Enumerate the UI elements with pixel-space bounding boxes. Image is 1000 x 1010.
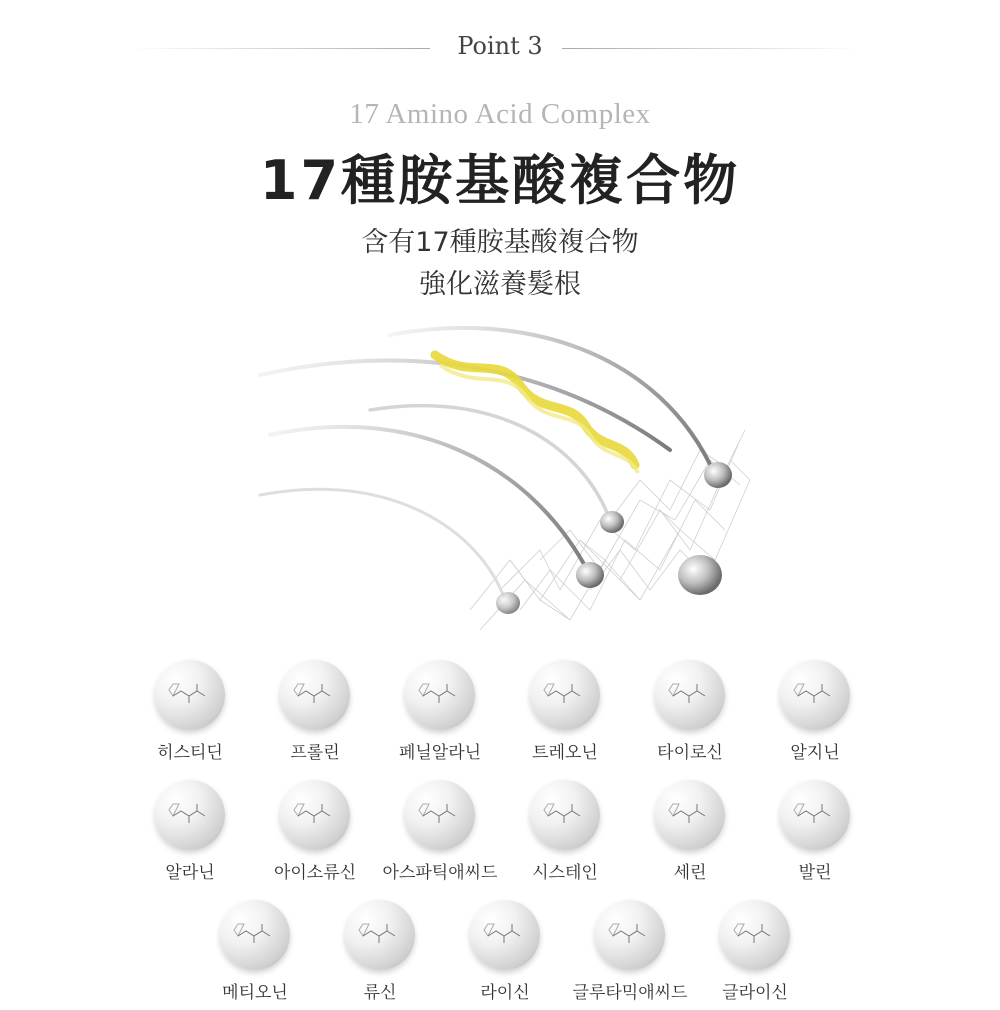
amino-acid-name: 메티오닌 bbox=[222, 983, 288, 1003]
divider-left bbox=[130, 48, 430, 49]
tyrosine-molecule-icon bbox=[655, 660, 725, 730]
amino-acid-item bbox=[745, 780, 885, 890]
amino-acid-item bbox=[685, 900, 825, 1010]
amino-acid-item bbox=[560, 900, 700, 1010]
amino-acid-name: 프롤린 bbox=[290, 743, 340, 763]
threonine-molecule-icon bbox=[530, 660, 600, 730]
description-line-2: 強化滋養髮根 bbox=[419, 269, 581, 300]
histidine-molecule-icon bbox=[155, 660, 225, 730]
arginine-molecule-icon bbox=[780, 660, 850, 730]
divider-right bbox=[562, 48, 862, 49]
leucine-molecule-icon bbox=[345, 900, 415, 970]
amino-acid-item bbox=[745, 660, 885, 770]
valine-molecule-icon bbox=[780, 780, 850, 850]
amino-acid-name: 페닐알라닌 bbox=[398, 743, 482, 763]
english-subtitle: 17 Amino Acid Complex bbox=[349, 98, 651, 130]
amino-acid-item bbox=[120, 780, 260, 890]
cysteine-molecule-icon bbox=[530, 780, 600, 850]
alanine-molecule-icon bbox=[155, 780, 225, 850]
amino-acid-name: 세린 bbox=[673, 863, 707, 883]
methionine-molecule-icon bbox=[220, 900, 290, 970]
phenylalanine-molecule-icon bbox=[405, 660, 475, 730]
amino-acid-item bbox=[620, 780, 760, 890]
amino-acid-name: 알라닌 bbox=[165, 863, 215, 883]
amino-acid-item bbox=[185, 900, 325, 1010]
amino-acid-item bbox=[310, 900, 450, 1010]
amino-acid-name: 알지닌 bbox=[790, 743, 840, 763]
point-label: Point 3 bbox=[457, 32, 543, 60]
hair-follicle-illustration bbox=[240, 310, 760, 640]
amino-acid-item bbox=[120, 660, 260, 770]
isoleucine-molecule-icon bbox=[280, 780, 350, 850]
amino-acid-item bbox=[370, 660, 510, 770]
amino-acid-item bbox=[495, 660, 635, 770]
amino-acid-name: 류신 bbox=[363, 983, 397, 1003]
serine-molecule-icon bbox=[655, 780, 725, 850]
amino-acid-name: 글루타믹애씨드 bbox=[572, 983, 688, 1003]
amino-acid-name: 타이로신 bbox=[657, 743, 723, 763]
amino-acid-item bbox=[370, 780, 510, 890]
aspartic-acid-molecule-icon bbox=[405, 780, 475, 850]
amino-acid-item bbox=[245, 780, 385, 890]
amino-acid-name: 시스테인 bbox=[532, 863, 598, 883]
amino-acid-name: 발린 bbox=[798, 863, 832, 883]
glycine-molecule-icon bbox=[720, 900, 790, 970]
amino-acid-item bbox=[495, 780, 635, 890]
amino-acid-name: 라이신 bbox=[480, 983, 530, 1003]
main-title: 17種胺基酸複合物 bbox=[259, 149, 741, 212]
description-line-1: 含有17種胺基酸複合物 bbox=[361, 227, 639, 258]
point-header bbox=[0, 28, 1000, 68]
amino-acid-name: 아스파틱애씨드 bbox=[382, 863, 498, 883]
amino-acid-name: 글라이신 bbox=[722, 983, 788, 1003]
amino-acid-item bbox=[435, 900, 575, 1010]
amino-acid-item bbox=[245, 660, 385, 770]
glutamic-acid-molecule-icon bbox=[595, 900, 665, 970]
amino-acid-name: 트레오닌 bbox=[532, 743, 598, 763]
amino-acid-name: 히스티딘 bbox=[157, 743, 223, 763]
lysine-molecule-icon bbox=[470, 900, 540, 970]
amino-acid-name: 아이소류신 bbox=[273, 863, 357, 883]
proline-molecule-icon bbox=[280, 660, 350, 730]
amino-acid-item bbox=[620, 660, 760, 770]
